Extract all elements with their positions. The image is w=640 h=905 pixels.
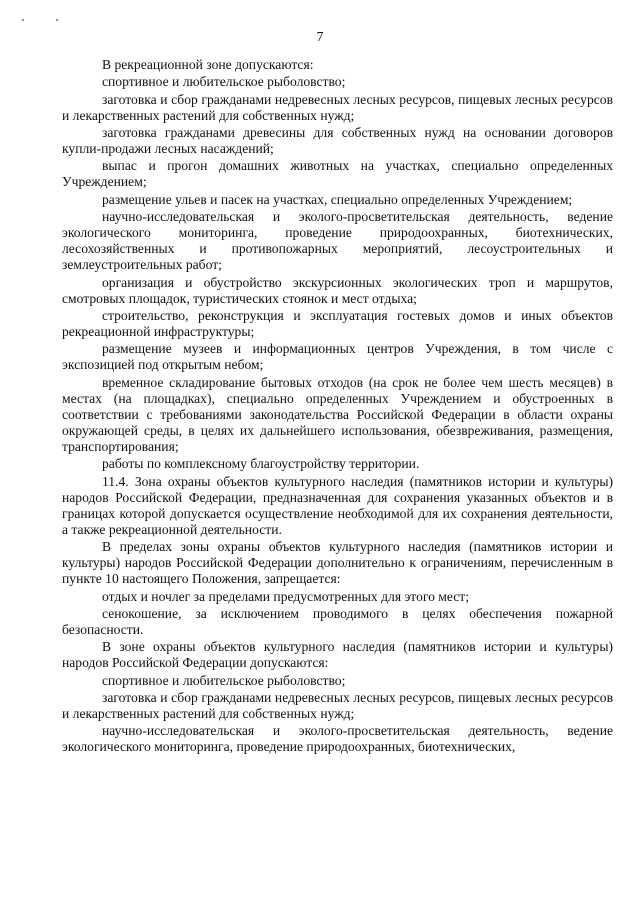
paragraph: размещение музеев и информационных центров Учреждения, в том числе с экспозицией под открытым небом; [62, 341, 613, 373]
paragraph: размещение ульев и пасек на участках, специально определенных Учреждением; [102, 191, 573, 207]
page-number: 7 [316, 30, 324, 45]
paragraph: заготовка и сбор гражданами недревесных лесных ресурсов, пищевых лесных ресурсов и лекарственных растений для собственных нужд; [62, 91, 613, 123]
paragraph: научно-исследовательская и эколого-просветительская деятельность, ведение экологического мониторинга, проведение природоохранных, биотехнических, лесохозяйственных и противопожарных мероприятий, лесоустроительных и землеустроительных работ; [62, 208, 613, 273]
scan-speck [56, 19, 58, 21]
paragraph: В пределах зоны охраны объектов культурного наследия (памятников истории и культуры) народов Российской Федерации дополнительно к ограничениям, перечисленным в пункте 10 настоящего Положения, запрещается: [62, 539, 613, 587]
paragraph: работы по комплексному благоустройству территории. [102, 456, 420, 472]
paragraph: заготовка гражданами древесины для собственных нужд на основании договоров купли-продажи лесных насаждений; [62, 124, 613, 157]
paragraph: В рекреационной зоне допускаются: [102, 57, 314, 72]
paragraph: спортивное и любительское рыболовство; [102, 672, 346, 688]
paragraph: организация и обустройство экскурсионных экологических троп и маршрутов, смотровых площадок, туристических стоянок и мест отдыха; [62, 274, 613, 306]
scan-speck [22, 19, 24, 21]
paragraph: отдых и ночлег за пределами предусмотренных для этого мест; [102, 588, 470, 604]
paragraph: строительство, реконструкция и эксплуатация гостевых домов и иных объектов рекреационной инфраструктуры; [62, 307, 613, 339]
paragraph: выпас и прогон домашних животных на участках, специально определенных Учреждением; [62, 158, 613, 190]
paragraph: В зоне охраны объектов культурного наследия (памятников истории и культуры) народов Российской Федерации допускаются: [62, 639, 613, 671]
document-body [62, 57, 613, 757]
paragraph: временное складирование бытовых отходов (на срок не более чем шесть месяцев) в местах (на площадках), специально определенных Учреждением и обустроенных в соответствии с требованиями законодательства Российской Федерации в области охраны окружающей среды, в целях их дальнейшего использования, обезвреживания, размещения, транспортирования; [62, 374, 613, 455]
paragraph: спортивное и любительское рыболовство; [102, 74, 346, 90]
paragraph: научно-исследовательская и эколого-просветительская деятельность, ведение экологического мониторинга, проведение природоохранных, биотехнических, [62, 723, 613, 755]
paragraph: заготовка и сбор гражданами недревесных лесных ресурсов, пищевых лесных ресурсов и лекарственных растений для собственных нужд; [62, 689, 613, 722]
section-paragraph: 11.4. Зона охраны объектов культурного наследия (памятников истории и культуры) народов Российской Федерации, предназначенная для сохранения указанных объектов и в границах которой допускается осуществление необходимой для их сохранения деятельности, а также рекреационной деятельности. [62, 473, 613, 537]
paragraph: сенокошение, за исключением проводимого в целях обеспечения пожарной безопасности. [62, 605, 613, 637]
